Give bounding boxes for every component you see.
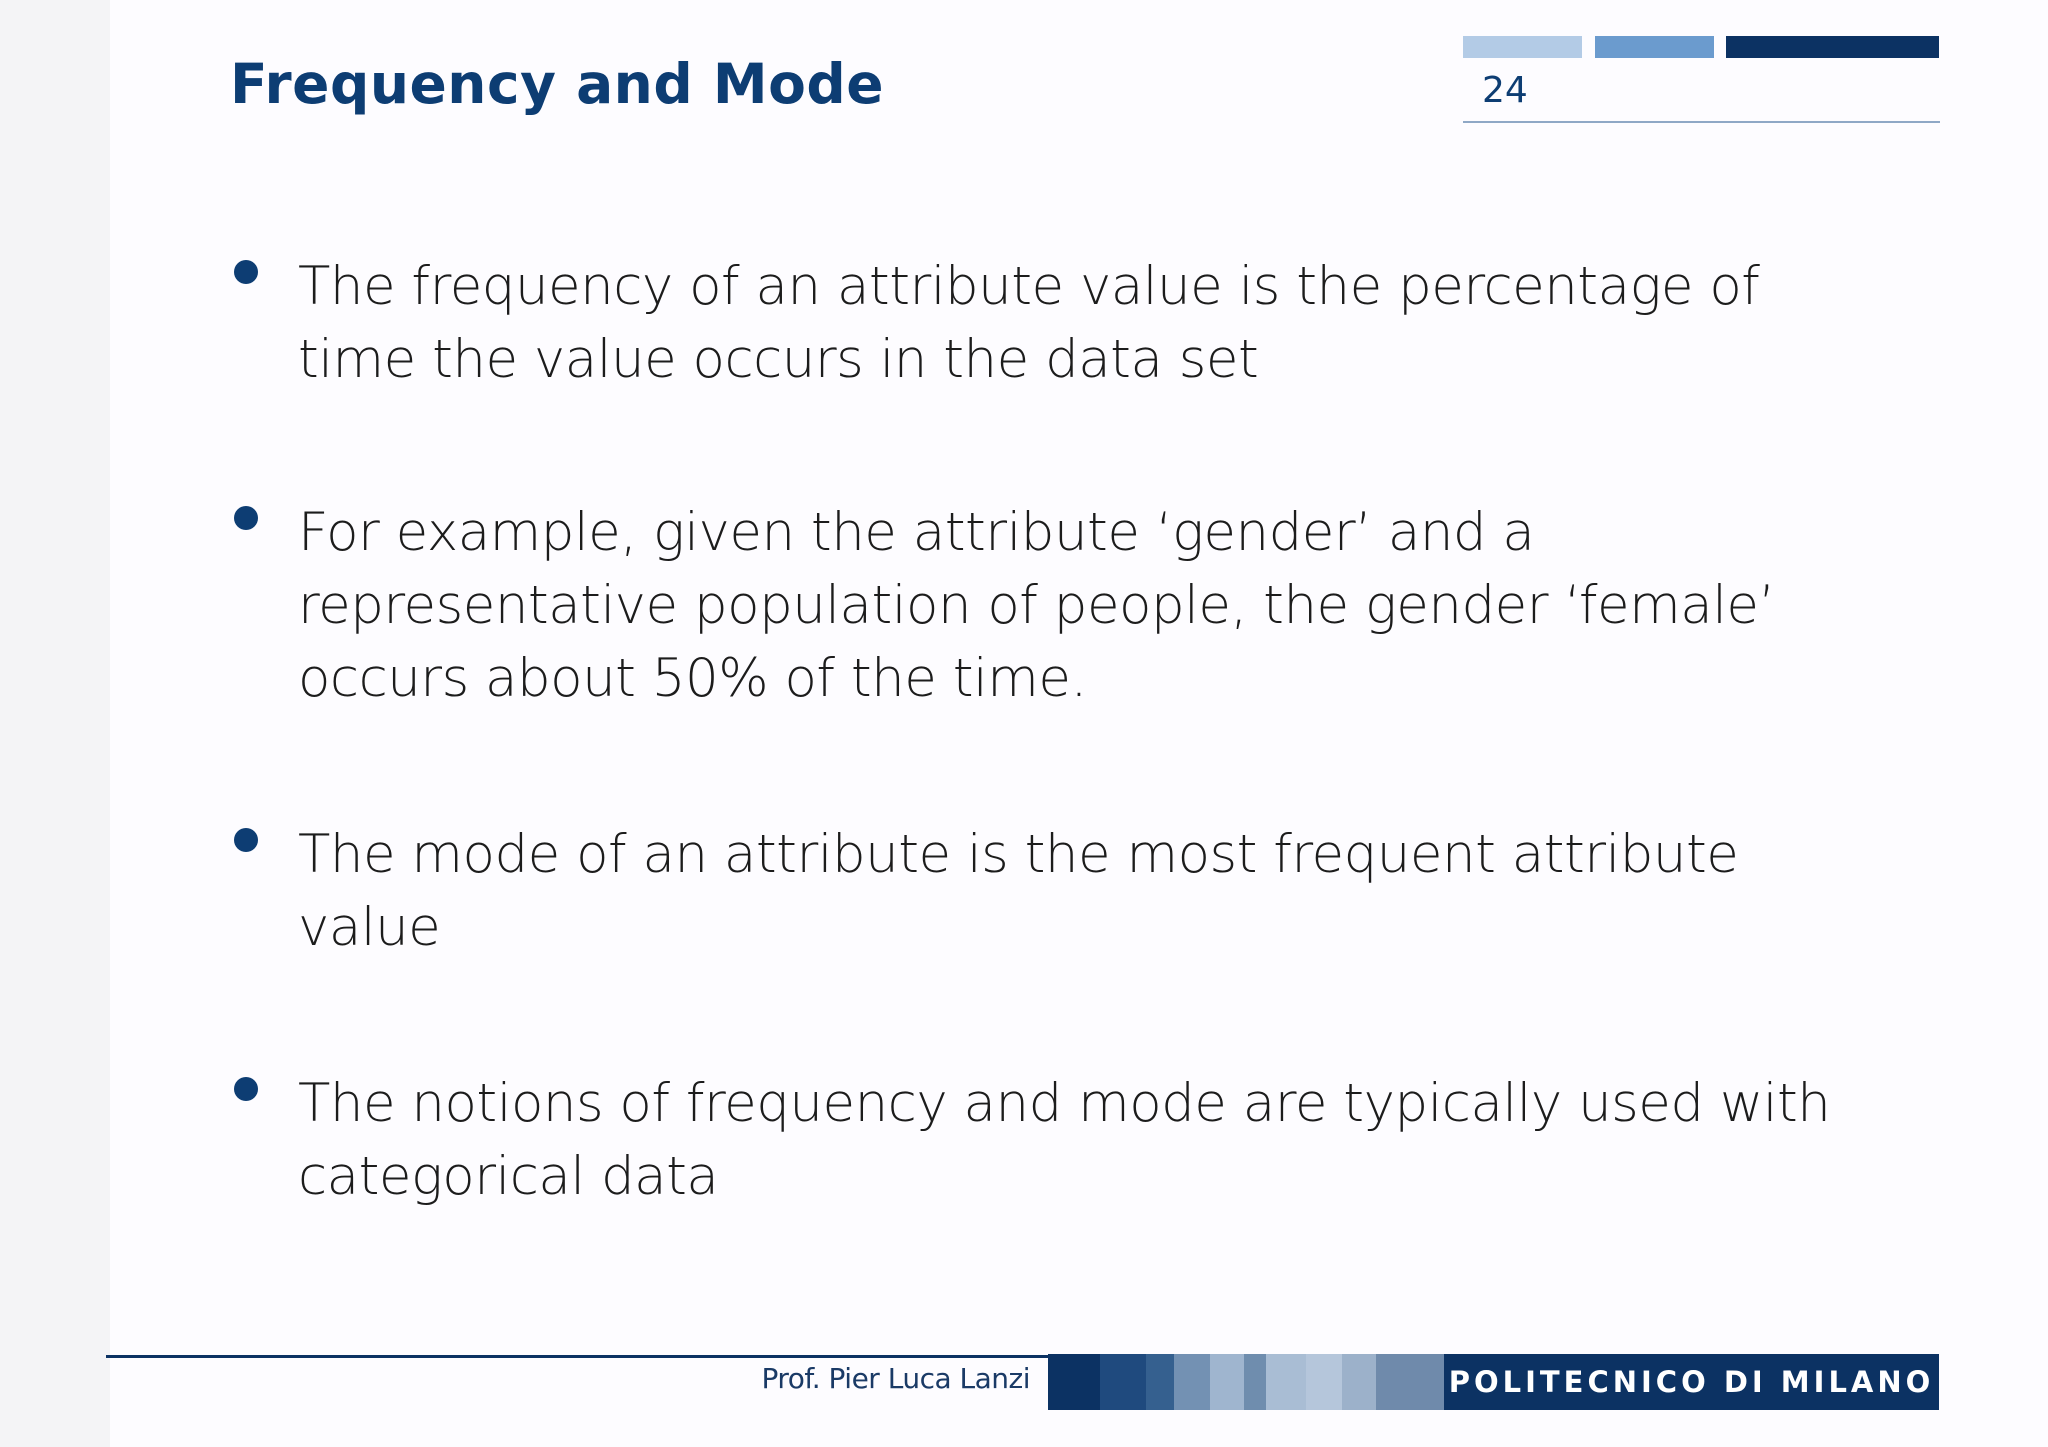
bullet-list	[232, 250, 1872, 1213]
footer-strip-block	[1174, 1354, 1210, 1410]
bullet-dot-icon	[234, 828, 258, 852]
footer-strip-block	[1244, 1354, 1266, 1410]
bullet-dot-icon	[234, 506, 258, 530]
footer-strip-block	[1210, 1354, 1244, 1410]
bullet-text: For example, given the attribute ‘gender’ and a representative population of people, the gender ‘female’ occurs about 50% of the time.	[298, 502, 1775, 709]
bullet-text: The frequency of an attribute value is the percentage of time the value occurs in the data set	[298, 256, 1760, 390]
bullet-text: The mode of an attribute is the most frequent attribute value	[298, 824, 1739, 958]
institution-name: POLITECNICO DI MILANO	[1448, 1365, 1935, 1399]
footer-strip-block	[1100, 1354, 1146, 1410]
footer-strip-block	[1306, 1354, 1342, 1410]
footer-author: Prof. Pier Luca Lanzi	[761, 1362, 1030, 1395]
header-bar-light	[1463, 36, 1582, 58]
bullet-item	[232, 1067, 1872, 1213]
bullet-dot-icon	[234, 1077, 258, 1101]
footer-strip-block	[1342, 1354, 1376, 1410]
footer-strip-block	[1048, 1354, 1100, 1410]
left-margin-shade	[0, 0, 110, 1447]
header-rule	[1463, 121, 1940, 123]
bullet-item	[232, 250, 1872, 396]
slide-title: Frequency and Mode	[230, 52, 885, 116]
bullet-text: The notions of frequency and mode are typically used with categorical data	[298, 1073, 1831, 1207]
page-number: 24	[1482, 70, 1528, 111]
footer-strip-block	[1266, 1354, 1306, 1410]
institution-logo	[1444, 1354, 1939, 1410]
bullet-dot-icon	[234, 260, 258, 284]
header-bar-dark	[1726, 36, 1939, 58]
bullet-item	[232, 496, 1872, 715]
footer-strip-block	[1146, 1354, 1174, 1410]
header-bar-mid	[1595, 36, 1714, 58]
footer-rule	[106, 1355, 1048, 1358]
footer-strip-block	[1376, 1354, 1444, 1410]
bullet-item	[232, 818, 1872, 964]
